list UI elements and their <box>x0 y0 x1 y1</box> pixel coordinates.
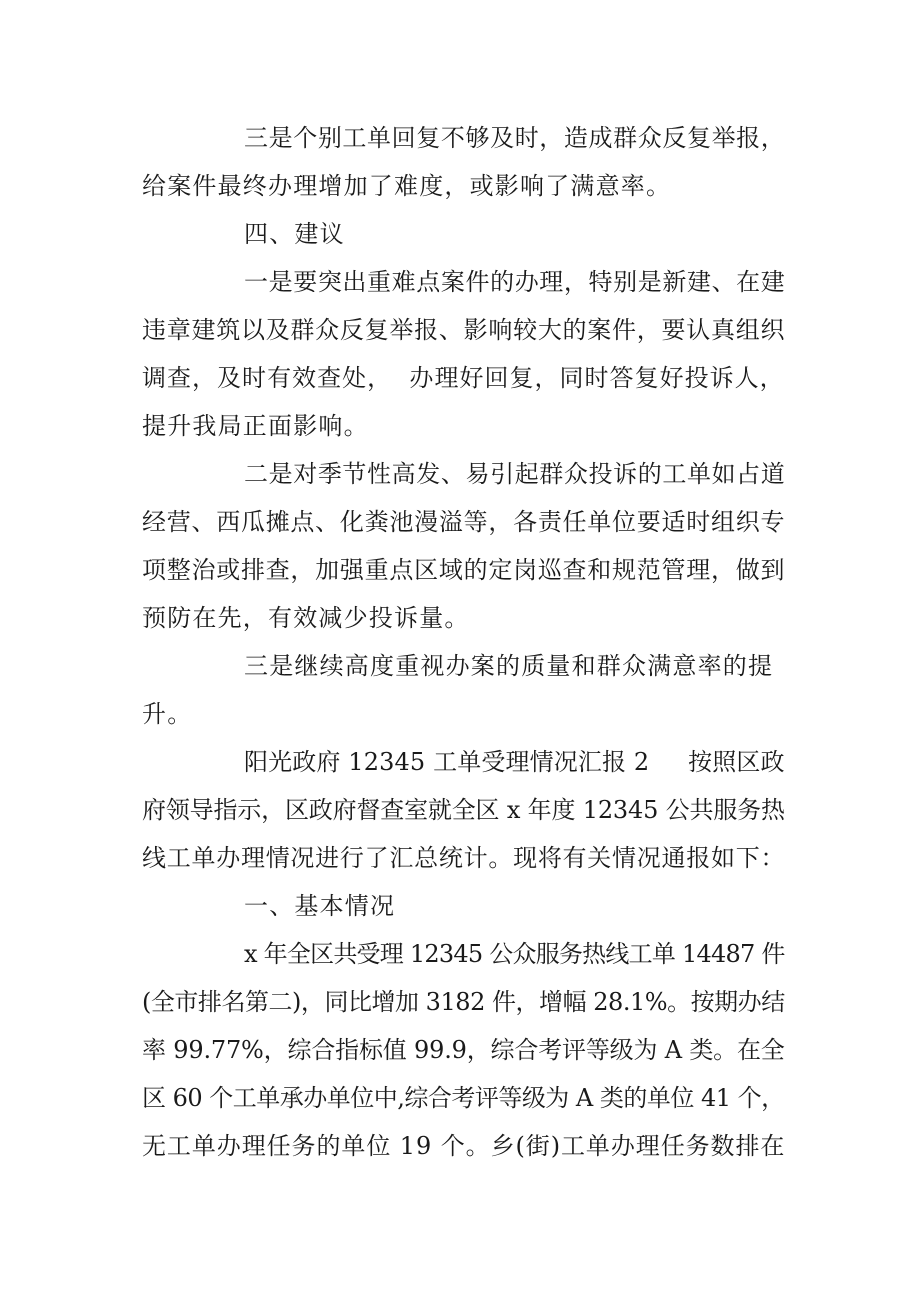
text-line: 经营、西瓜摊点、化粪池漫溢等，各责任单位要适时组织专 <box>142 508 786 536</box>
text-line: (全市排名第二)，同比增加 3182 件，增幅 28.1%。按期办结 <box>142 988 785 1016</box>
section-heading: 一、基本情况 <box>244 892 396 920</box>
text-line: 二是对季节性高发、易引起群众投诉的工单如占道 <box>244 460 786 488</box>
text-line: 三是继续高度重视办案的质量和群众满意率的提 <box>244 652 774 680</box>
report-title-line: 阳光政府 12345 工单受理情况汇报 2 按照区政 <box>244 748 785 776</box>
text-line: 率 99.77%，综合指标值 99.9，综合考评等级为 A 类。在全 <box>142 1036 785 1064</box>
text-line: x 年全区共受理 12345 公众服务热线工单 14487 件 <box>244 940 785 968</box>
text-line: 违章建筑以及群众反复举报、影响较大的案件，要认真组织 <box>142 316 786 344</box>
text-line: 调查，及时有效查处， 办理好回复，同时答复好投诉人， <box>142 364 785 392</box>
text-line: 区 60 个工单承办单位中,综合考评等级为 A 类的单位 41 个， <box>142 1084 785 1112</box>
text-line: 项整治或排查，加强重点区域的定岗巡查和规范管理，做到 <box>142 556 786 584</box>
section-heading: 四、建议 <box>244 220 345 248</box>
text-line: 府领导指示，区政府督查室就全区 x 年度 12345 公共服务热 <box>142 796 785 824</box>
text-line: 无工单办理任务的单位 19 个。乡(街)工单办理任务数排在 <box>142 1132 786 1160</box>
text-line: 升。 <box>142 700 193 728</box>
text-line: 一是要突出重难点案件的办理，特别是新建、在建 <box>244 268 786 296</box>
text-line: 三是个别工单回复不够及时，造成群众反复举报， <box>244 124 786 152</box>
text-line: 给案件最终办理增加了难度，或影响了满意率。 <box>142 172 672 200</box>
text-line: 线工单办理情况进行了汇总统计。现将有关情况通报如下： <box>142 844 786 872</box>
text-line: 提升我局正面影响。 <box>142 412 369 440</box>
text-line: 预防在先，有效减少投诉量。 <box>142 604 470 632</box>
